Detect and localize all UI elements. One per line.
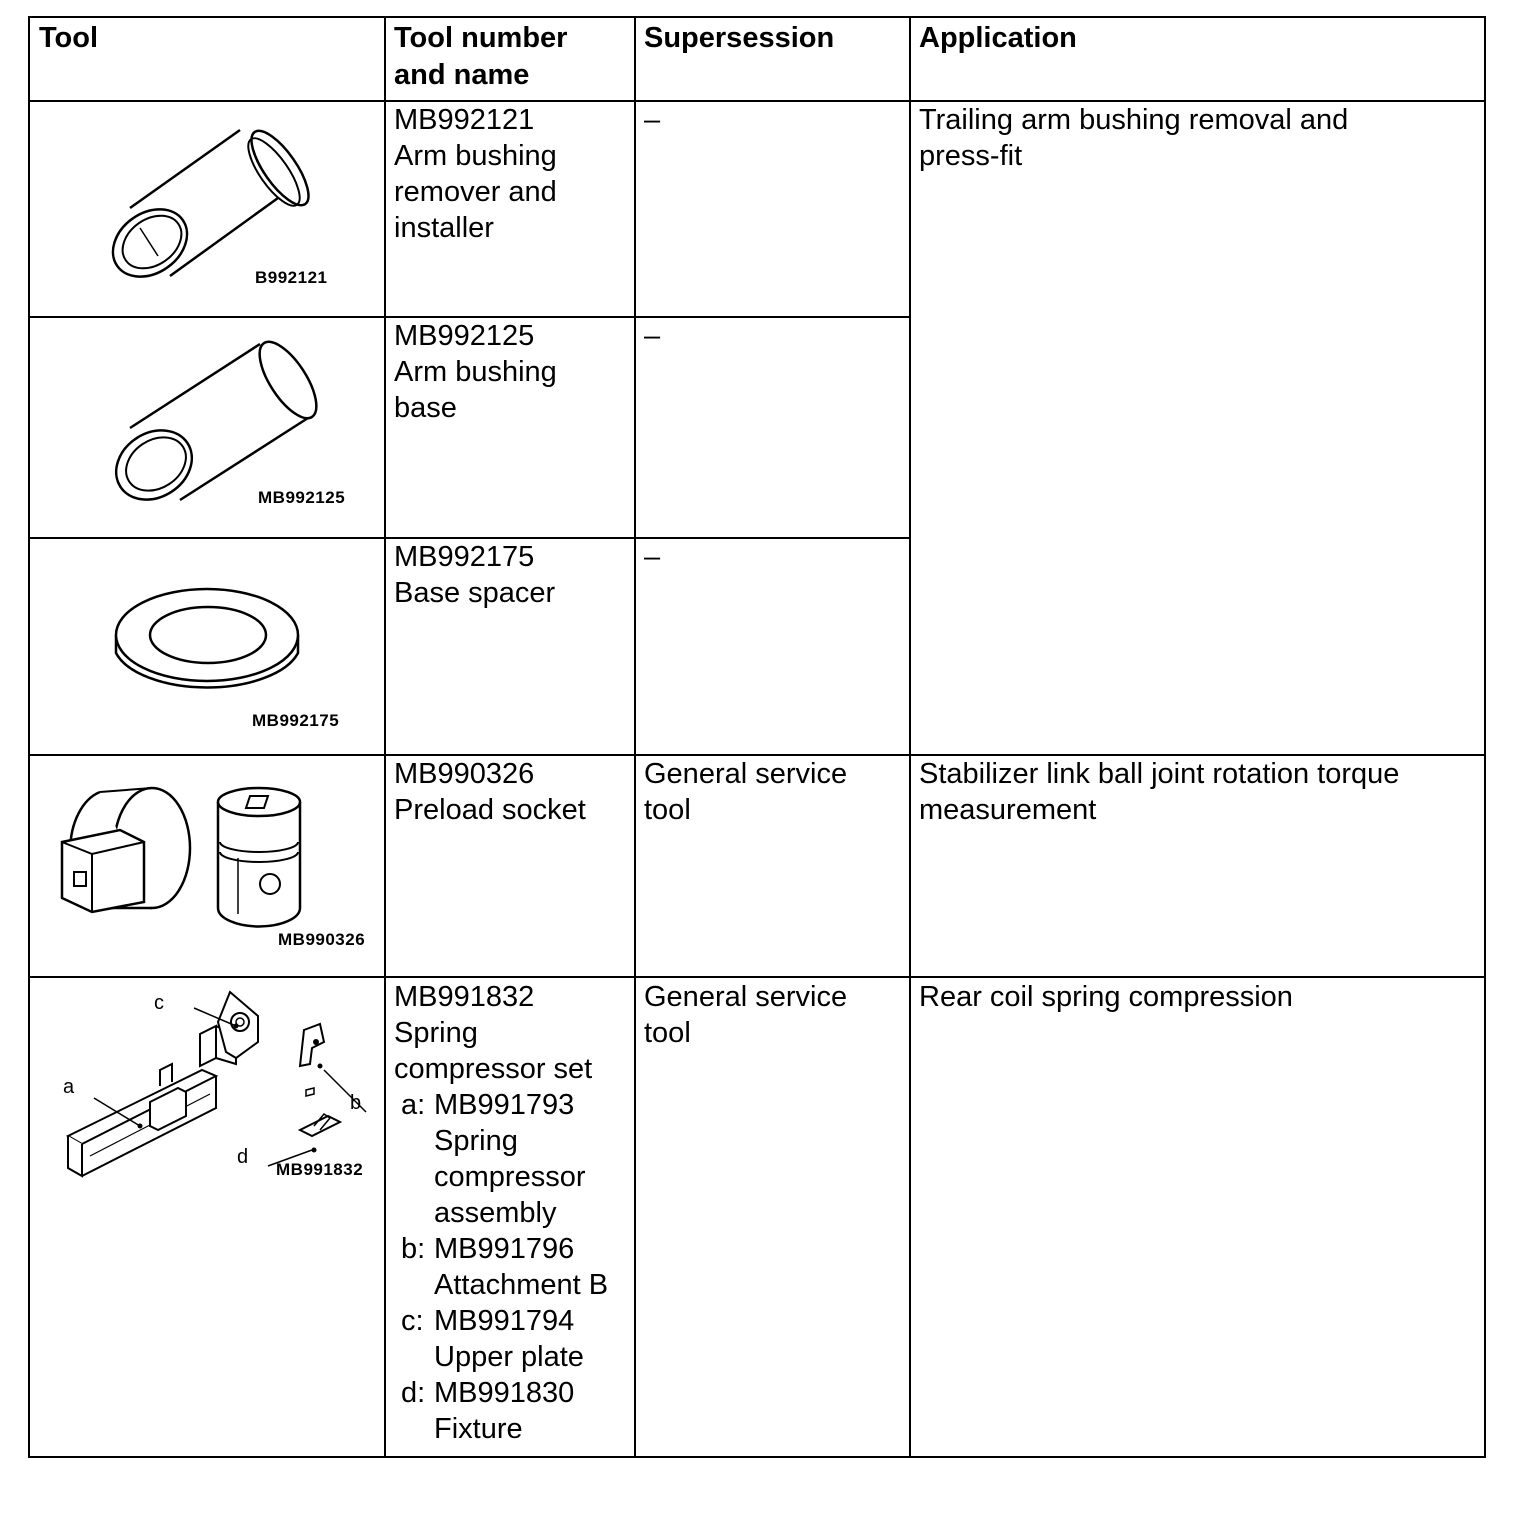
supersession-value: General service tool <box>644 758 848 826</box>
tool-name: Base spacer <box>394 577 556 609</box>
component-key-a: a: <box>401 1089 426 1121</box>
tool-number: MB991832 <box>394 981 535 1013</box>
tool-number: MB990326 <box>394 758 535 790</box>
header-supersession: Supersession <box>644 22 835 54</box>
component-number-d: MB991830 <box>434 1377 575 1409</box>
application-value: Stabilizer link ball joint rotation torque measurement <box>919 758 1400 826</box>
supersession-value: – <box>644 541 661 573</box>
tool-name: Preload socket <box>394 794 586 826</box>
arm-bushing-remover-illustration <box>90 118 310 288</box>
callout-c: c <box>154 992 164 1014</box>
callout-a: a <box>63 1076 75 1098</box>
tool-name: Arm bushing remover and installer <box>394 140 557 244</box>
component-name-b: Attachment B <box>434 1269 609 1301</box>
base-spacer-illustration <box>110 583 310 703</box>
figure-label: MB991832 <box>276 1160 364 1179</box>
col1-divider <box>384 18 386 1456</box>
header-tool-number: Tool number and name <box>394 22 568 91</box>
supersession-value: – <box>644 320 661 352</box>
component-name-a: Spring compressor assembly <box>434 1125 586 1229</box>
component-number-b: MB991796 <box>434 1233 575 1265</box>
tool-number: MB992125 <box>394 320 535 352</box>
figure-label: MB992125 <box>258 488 346 507</box>
application-value: Trailing arm bushing removal and press-fit <box>919 104 1349 172</box>
tool-name: Spring compressor set <box>394 1017 593 1085</box>
application-value: Rear coil spring compression <box>919 981 1293 1013</box>
col3-divider <box>909 18 911 1456</box>
col2-divider <box>634 18 636 1456</box>
component-number-c: MB991794 <box>434 1305 575 1337</box>
component-number-a: MB991793 <box>434 1089 575 1121</box>
component-key-d: d: <box>401 1377 426 1409</box>
row4-divider <box>30 976 1484 978</box>
component-name-c: Upper plate <box>434 1341 584 1373</box>
header-tool: Tool <box>39 22 99 54</box>
figure-label: MB990326 <box>278 930 366 949</box>
header-application: Application <box>919 22 1077 54</box>
spring-compressor-set-illustration <box>50 986 370 1186</box>
callout-b: b <box>350 1092 362 1114</box>
callout-d: d <box>237 1146 249 1168</box>
component-key-b: b: <box>401 1233 426 1265</box>
tool-number: MB992175 <box>394 541 535 573</box>
component-name-d: Fixture <box>434 1413 523 1445</box>
supersession-value: General service tool <box>644 981 848 1049</box>
preload-socket-illustration <box>52 786 312 936</box>
figure-label: B992121 <box>255 268 328 287</box>
tool-number: MB992121 <box>394 104 535 136</box>
component-key-c: c: <box>401 1305 424 1337</box>
tool-name: Arm bushing base <box>394 356 557 424</box>
tool-table <box>28 16 1486 1458</box>
figure-label: MB992175 <box>252 711 340 730</box>
supersession-value: – <box>644 104 661 136</box>
